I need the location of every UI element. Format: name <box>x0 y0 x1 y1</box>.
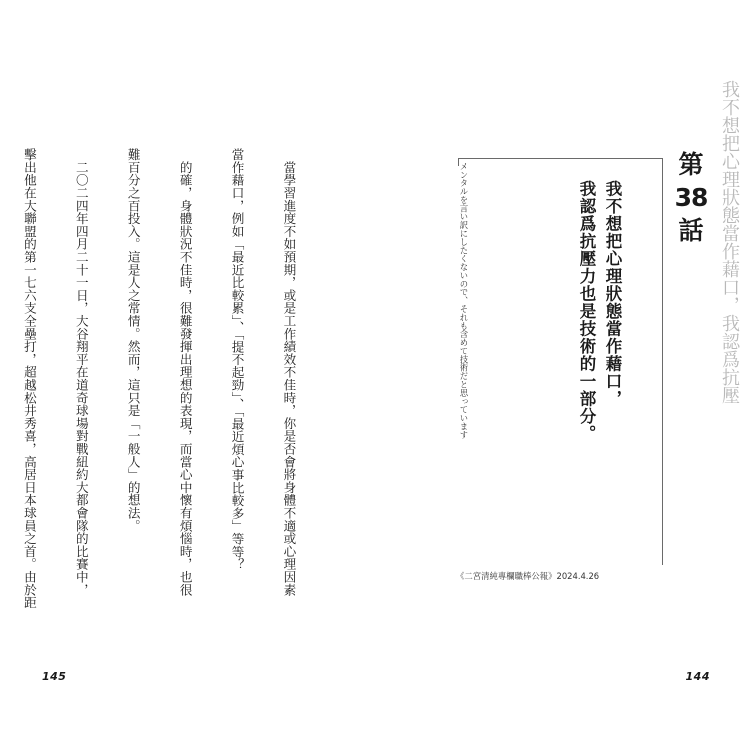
chapter-suffix: 話 <box>678 216 704 245</box>
chapter-headline <box>573 180 625 510</box>
headline-line-2: 我認爲抗壓力也是技術的一部分。 <box>577 180 596 443</box>
body-line: 擊出他在大聯盟的第一七六支全壘打，超越松井秀喜，高居日本球員之首。由於距 <box>21 148 37 609</box>
body-text <box>21 148 332 609</box>
body-line: 的確，身體狀況不佳時，很難發揮出理想的表現，而當心中懷有煩惱時，也很 <box>177 148 193 596</box>
quote-source: 《二宮清純專欄職棒公報》2024.4.26 <box>456 571 600 581</box>
chapter-number: 38 <box>674 183 708 212</box>
quote-frame <box>458 158 663 565</box>
japanese-original-quote: メンタルを言い訳にしたくないので、それも含めて技術だと思っています <box>459 162 469 439</box>
body-line: 當學習進度不如預期，或是工作績效不佳時，你是否會將身體不適或心理因素 <box>281 148 297 596</box>
chapter-prefix: 第 <box>678 150 704 179</box>
right-page <box>375 0 750 750</box>
headline-line-1: 我不想把心理狀態當作藉口， <box>603 180 622 408</box>
body-line: 二〇二四年四月二十一日，大谷翔平在道奇球場對戰紐約大都會隊的比賽中， <box>73 148 89 596</box>
body-line: 當作藉口，例如「最近比較累」、「提不起勁」、「最近煩心事比較多」等等？ <box>229 148 245 571</box>
chapter-label <box>671 150 711 246</box>
bleed-through-text: 我不想把心理狀態當作藉口，我認爲抗壓 <box>719 80 740 404</box>
page-number-right: 144 <box>685 670 710 683</box>
body-line: 難百分之百投入。這是人之常情。然而，這只是「一般人」的想法。 <box>125 148 141 532</box>
page-number-left: 145 <box>42 670 67 683</box>
